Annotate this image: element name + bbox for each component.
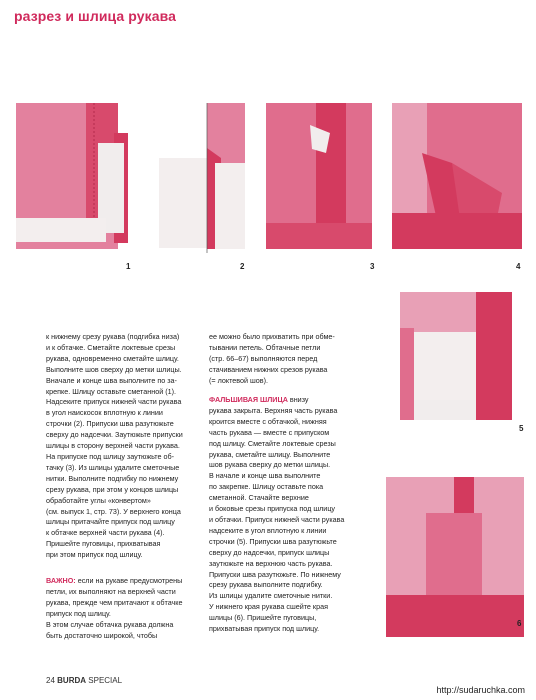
figure-4-label: 4: [516, 262, 521, 271]
text-line: заутюжьте на верхнюю часть рукава.: [209, 558, 333, 568]
text-line: В начале и конце шва выполните: [209, 471, 321, 481]
note-block: [46, 576, 208, 641]
text-line: У нижнего края рукава сшейте края: [209, 602, 328, 612]
text-line: шлицы в сторону верхней части рукава.: [46, 441, 180, 451]
text-line: петли, их выполняют на верхней части: [46, 586, 176, 596]
text-line: сверху до надсечки. Заутюжьте припуски: [46, 430, 183, 440]
text-line: срезу рукава выполните подгибку.: [209, 580, 323, 590]
text-line: и обтачки. Припуск нижней части рукава: [209, 514, 345, 524]
text-line: рукава, сметайте шлицу. Выполните: [209, 449, 331, 459]
page-footer: [46, 676, 122, 685]
text-line: сверху до надсечки, припуск шлицы: [209, 547, 330, 557]
text-line: тывании петель. Обтачные петли: [209, 342, 321, 352]
text-line: нитки. Выполните подгибку по нижнему: [46, 473, 179, 483]
note-label: ВАЖНО:: [46, 576, 76, 585]
figure-2: [155, 103, 245, 253]
text-line: рукава закрыта. Верхняя часть рукава: [209, 405, 338, 415]
text-line: Припуски шва разутюжьте. По нижнему: [209, 569, 341, 579]
text-line: рукава, одновременно сметайте шлицу.: [46, 353, 179, 363]
text-line: (стр. 66–67) выполняются перед: [209, 353, 318, 363]
text-line: Пришейте пуговицы, прихватывая: [46, 539, 161, 549]
text-line: шлицы (6). Пришейте пуговицы,: [209, 613, 317, 623]
text-line: ее можно было прихватить при обме-: [209, 332, 335, 341]
figure-1-label: 1: [126, 262, 131, 271]
figure-6-label: 6: [517, 619, 522, 628]
text-column-2a: [209, 332, 374, 387]
text-line: быть достаточно широкой, чтобы: [46, 630, 158, 640]
figure-2-label: 2: [240, 262, 245, 271]
text-line: в угол наискосок вплотную к линии: [46, 408, 163, 418]
text-line: и боковые срезы припуска под шлицу: [209, 504, 336, 514]
figure-6: [386, 477, 526, 637]
text-line: часть рукава — вместе с припуском: [209, 427, 330, 437]
text-line: надсеките в угол вплотную к линии: [209, 525, 327, 535]
text-line: шов рукава сверху до метки шлицы.: [209, 460, 331, 470]
text-line: В этом случае обтачка рукава должна: [46, 619, 174, 629]
figure-4: [392, 103, 524, 253]
text-line: кроится вместе с обтачкой, нижняя: [209, 416, 327, 426]
text-line: Вначале и конце шва выполните по за-: [46, 375, 177, 385]
text-line: тачку (3). Из шлицы удалите сметочные: [46, 462, 180, 472]
text-line: к обтачке верхней части рукава (4).: [46, 528, 165, 538]
text-line: к нижнему срезу рукава (подгибка низа): [46, 332, 180, 341]
section-name: SPECIAL: [88, 676, 123, 685]
text-line: обработайте углы «конвертом»: [46, 495, 151, 505]
text-line: крепке. Шлицу оставьте сметанной (1).: [46, 386, 176, 396]
text-line: На припуске под шлицу заутюжьте об-: [46, 451, 175, 461]
text-line: рукава, прежде чем притачают к обтачке: [46, 597, 183, 607]
brand-name: BURDA: [57, 676, 87, 685]
text-line: срезу рукава, при этом у концов шлицы: [46, 484, 179, 494]
text-column-2b: [209, 395, 379, 635]
text-line: (см. выпуск 1, стр. 73). У верхнего конца: [46, 506, 181, 516]
figure-1: [16, 103, 131, 253]
text-line: прихватывая припуск под шлицу.: [209, 624, 320, 634]
section-heading: ФАЛЬШИВАЯ ШЛИЦА: [209, 395, 288, 404]
text-line: Надсеките припуск нижней части рукава: [46, 397, 182, 407]
text-line: сметанной. Стачайте верхние: [209, 493, 309, 503]
text-line: строчки (2). Припуски шва разутюжьте: [46, 419, 174, 429]
text-line: и к обтачке. Сметайте локтевые срезы: [46, 342, 176, 352]
page-title: разрез и шлица рукава: [14, 8, 177, 24]
text-line: (= локтевой шов).: [209, 375, 269, 385]
text-line: при этом припуск под шлицу.: [46, 550, 143, 560]
text-line: внизу: [287, 395, 309, 404]
page-number: 24: [46, 676, 55, 685]
text-line: строчки (5). Припуски шва разутюжьте: [209, 536, 337, 546]
figure-5: [386, 292, 526, 424]
text-line: по закрепке. Шлицу оставьте пока: [209, 482, 324, 492]
text-line: стачиванием нижних срезов рукава: [209, 364, 328, 374]
text-line: Из шлицы удалите сметочные нитки.: [209, 591, 333, 601]
figure-3: [266, 103, 376, 253]
text-line: если на рукаве предусмотрены: [75, 576, 183, 585]
watermark-url: http://sudaruchka.com: [433, 684, 528, 696]
text-line: шлицы притачайте припуск под шлицу: [46, 517, 175, 527]
text-column-1: [46, 332, 206, 561]
text-line: под шлицу. Сметайте локтевые срезы: [209, 438, 336, 448]
figure-3-label: 3: [370, 262, 375, 271]
text-line: Выполните шов сверху до метки шлицы.: [46, 364, 182, 374]
text-line: припуск под шлицу.: [46, 608, 111, 618]
figure-5-label: 5: [519, 424, 524, 433]
